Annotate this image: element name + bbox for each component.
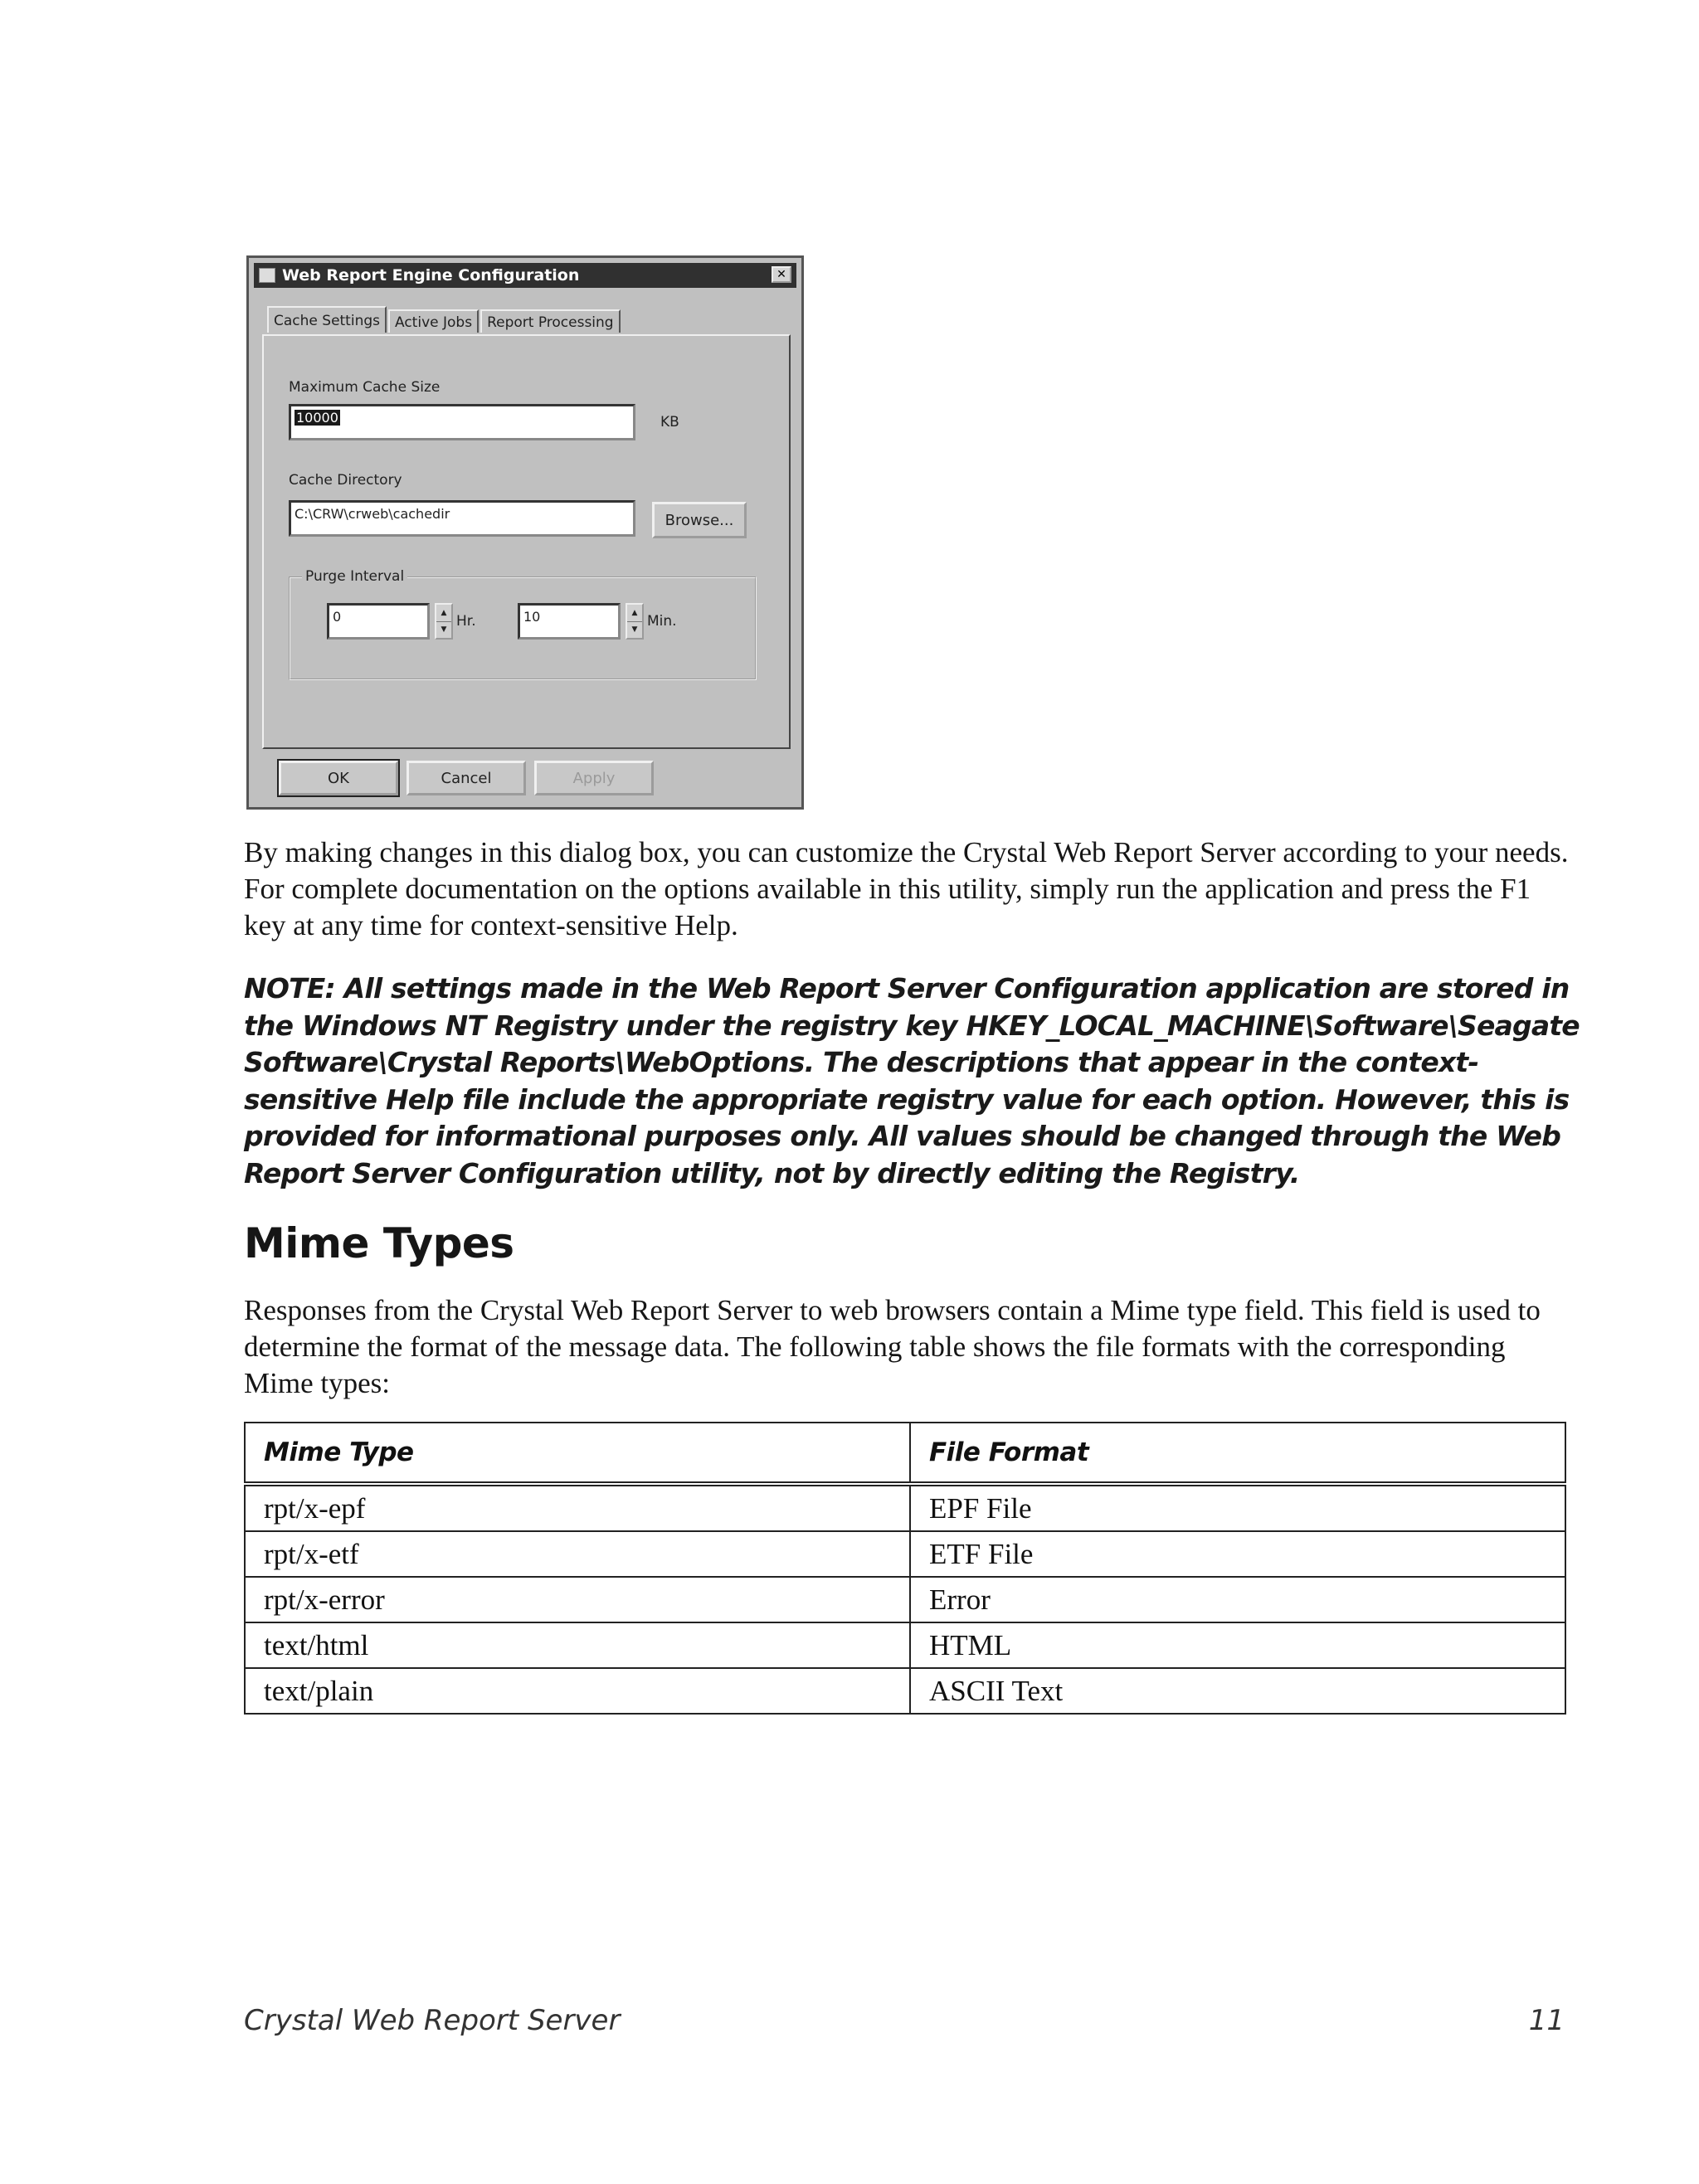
minutes-unit: Min. (647, 613, 677, 630)
max-cache-input[interactable] (289, 404, 635, 440)
spin-down-icon[interactable]: ▼ (441, 625, 447, 635)
column-header-file-format: File Format (910, 1423, 1565, 1484)
mime-types-table (244, 1422, 1566, 1715)
mime-type-cell: rpt/x-epf (245, 1484, 910, 1531)
purge-minutes-input[interactable]: 10 (518, 603, 621, 640)
max-cache-unit: KB (660, 414, 679, 430)
page-number: 11 (1528, 2004, 1565, 2037)
mime-intro-paragraph: Responses from the Crystal Web Report Server to web browsers contain a Mime type field. This field is used to determine the format of the message data. The following table shows the file formats with the corresponding Mime types: (244, 1294, 1541, 1399)
ok-button[interactable]: OK (279, 761, 398, 795)
mime-type-cell: text/html (245, 1622, 910, 1668)
config-dialog-screenshot (246, 255, 804, 810)
cache-dir-label: Cache Directory (289, 472, 402, 489)
column-header-mime-type: Mime Type (245, 1423, 910, 1484)
file-format-cell: HTML (910, 1622, 1565, 1668)
apply-button[interactable]: Apply (534, 761, 654, 795)
purge-interval-label: Purge Interval (302, 568, 407, 585)
tab-active-jobs[interactable]: Active Jobs (388, 309, 479, 333)
spin-down-icon[interactable]: ▼ (631, 625, 638, 635)
max-cache-label: Maximum Cache Size (289, 379, 441, 396)
max-cache-value: 10000 (296, 410, 338, 426)
file-format-cell: Error (910, 1577, 1565, 1622)
hours-spinner[interactable] (435, 603, 453, 640)
file-format-cell: EPF File (910, 1484, 1565, 1531)
purge-interval-group (289, 568, 757, 680)
intro-paragraph: By making changes in this dialog box, you can customize the Crystal Web Report Server according to your needs. For complete documentation on the options available in this utility, simply run the application and press the F1 key at any time for context-sensitive Help. (244, 836, 1569, 941)
minutes-spinner[interactable] (626, 603, 644, 640)
close-icon[interactable]: ✕ (772, 266, 791, 283)
cancel-button[interactable]: Cancel (406, 761, 526, 795)
mime-type-cell: rpt/x-error (245, 1577, 910, 1622)
dialog-title: Web Report Engine Configuration (282, 266, 580, 285)
tab-report-processing[interactable]: Report Processing (480, 309, 621, 333)
table-row (245, 1577, 1565, 1622)
registry-note: NOTE: All settings made in the Web Report Server Configuration application are stored in the Windows NT Registry under the registry key HKEY_LOCAL_MACHINE\Software\Seagate Software\Crystal Reports\WebOptions. The descriptions that appear in the context-sensitive Help file include the appropriate registry value for each option. However, this is provided for informational purposes only. All values should be changed through the Web Report Server Configuration utility, not by directly editing the Registry. (244, 972, 1580, 1189)
section-heading-mime-types: Mime Types (244, 1219, 514, 1267)
cache-settings-panel (262, 334, 791, 749)
purge-hours-input[interactable]: 0 (327, 603, 430, 640)
mime-type-cell: text/plain (245, 1668, 910, 1714)
file-format-cell: ETF File (910, 1531, 1565, 1577)
browse-button[interactable]: Browse... (652, 502, 747, 538)
spin-up-icon[interactable]: ▲ (436, 605, 451, 622)
mime-type-cell: rpt/x-etf (245, 1531, 910, 1577)
dialog-tabs (267, 309, 622, 333)
spin-up-icon[interactable]: ▲ (627, 605, 642, 622)
table-row (245, 1622, 1565, 1668)
app-icon (259, 268, 275, 283)
footer-title: Crystal Web Report Server (244, 2004, 621, 2037)
table-row (245, 1531, 1565, 1577)
file-format-cell: ASCII Text (910, 1668, 1565, 1714)
table-row (245, 1668, 1565, 1714)
dialog-titlebar (254, 263, 796, 288)
table-header-row (245, 1423, 1565, 1484)
hours-unit: Hr. (456, 613, 476, 630)
tab-cache-settings[interactable]: Cache Settings (267, 306, 387, 333)
table-row (245, 1484, 1565, 1531)
cache-dir-input[interactable]: C:\CRW\crweb\cachedir (289, 500, 635, 537)
